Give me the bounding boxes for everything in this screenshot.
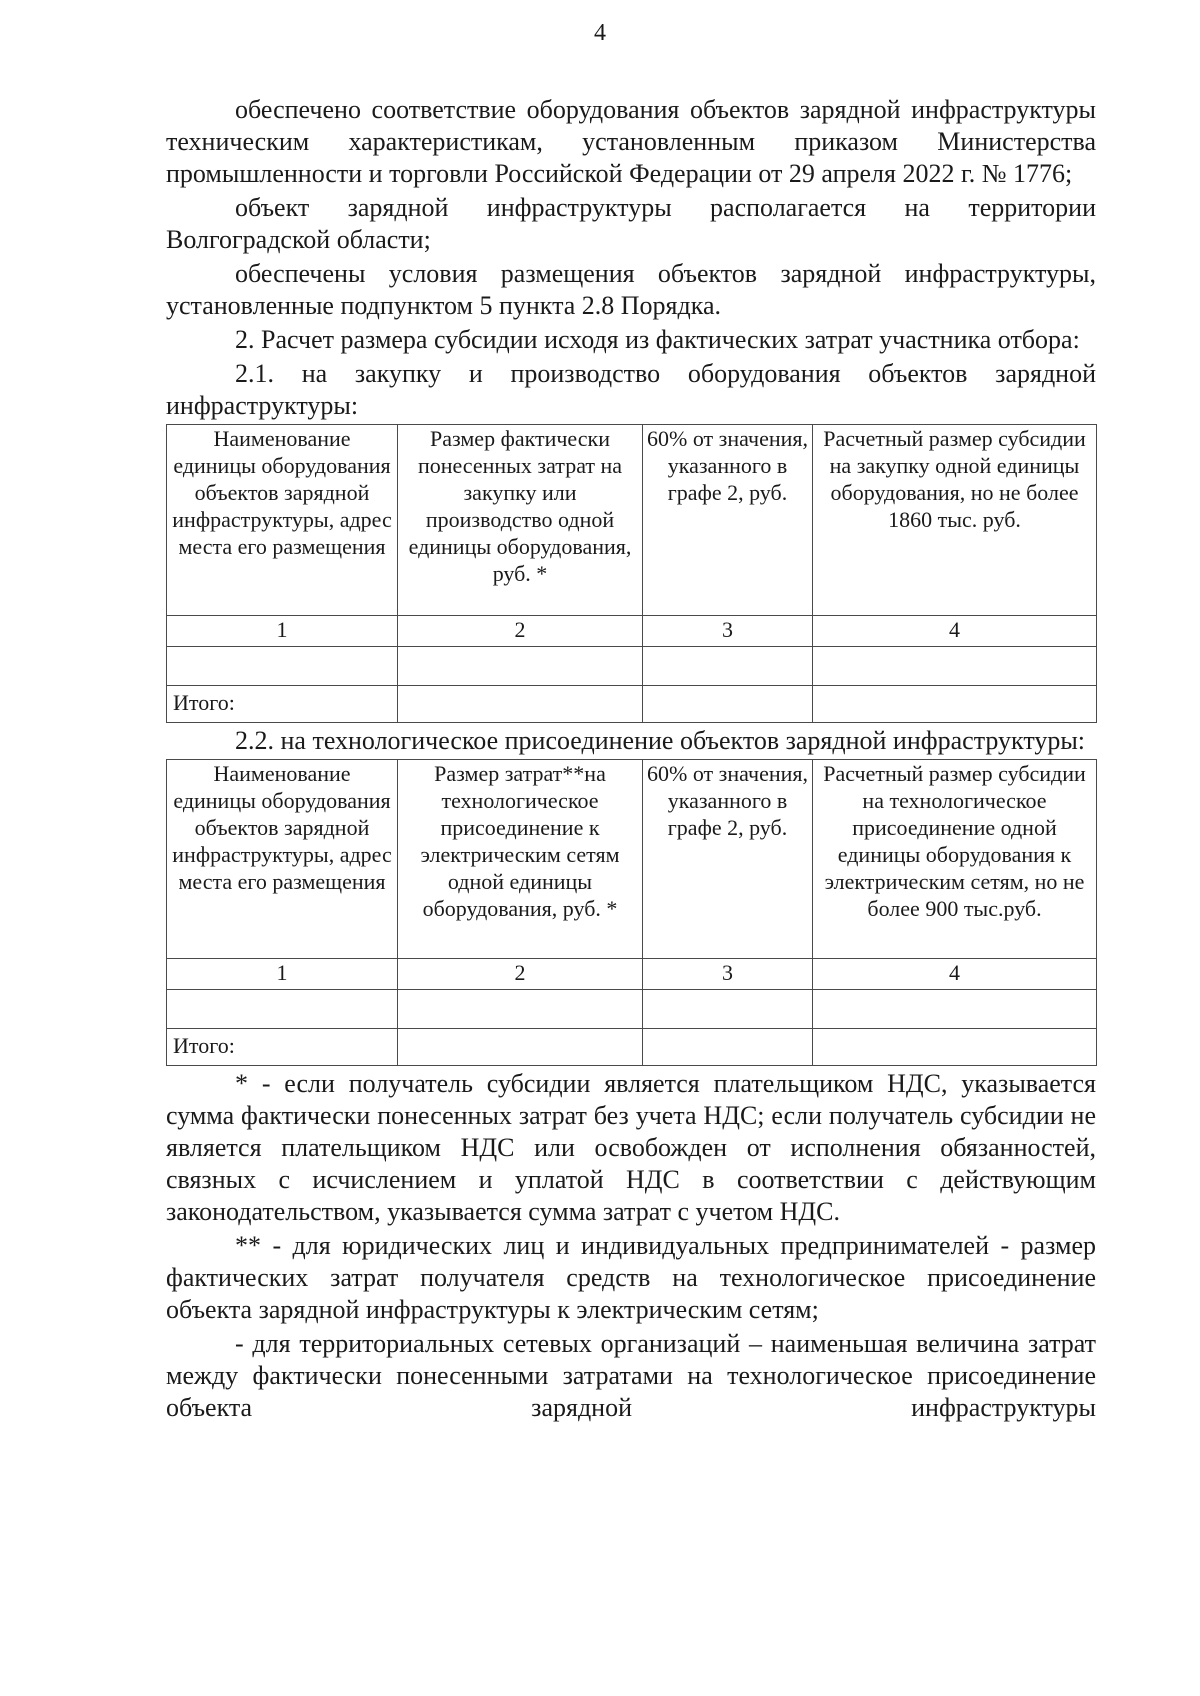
empty-cell — [398, 1029, 643, 1066]
table-purchase-production — [166, 424, 1097, 723]
paragraph-equipment-compliance: обеспечено соответствие оборудования объектов зарядной инфраструктуры техническим характеристикам, установленным приказом Министерства промышленности и торговли Российской Федерации от 29 апреля 2022 г. № 1776; — [166, 95, 1096, 188]
header-cell-4: Расчетный размер субсидии на закупку одной единицы оборудования, но не более 1860 тыс. руб. — [813, 425, 1097, 616]
empty-cell — [813, 1029, 1097, 1066]
empty-cell — [813, 990, 1097, 1029]
empty-cell — [167, 647, 398, 686]
header-cell-1: Наименование единицы оборудования объектов зарядной инфраструктуры, адрес места его размещения — [167, 760, 398, 959]
page-number: 4 — [594, 20, 606, 46]
empty-cell — [813, 647, 1097, 686]
paragraph-placement-conditions: обеспечены условия размещения объектов зарядной инфраструктуры, установленные подпунктом 5 пункта 2.8 Порядка. — [166, 259, 1096, 320]
section-2-2-heading: 2.2. на технологическое присоединение объектов зарядной инфраструктуры: — [235, 726, 1086, 755]
total-label: Итого: — [167, 1029, 398, 1066]
column-number: 4 — [813, 616, 1097, 647]
empty-cell — [398, 647, 643, 686]
empty-cell — [643, 647, 813, 686]
column-number: 3 — [643, 959, 813, 990]
column-number-row — [167, 616, 1097, 647]
empty-cell — [398, 686, 643, 723]
header-cell-1: Наименование единицы оборудования объектов зарядной инфраструктуры, адрес места его размещения — [167, 425, 398, 616]
header-cell-2: Размер фактически понесенных затрат на закупку или производство одной единицы оборудования, руб. * — [398, 425, 643, 616]
footnote-legal-entities: ** - для юридических лиц и индивидуальных предпринимателей - размер фактических затрат получателя средств на технологическое присоединение объекта зарядной инфраструктуры к электрическим сетям; — [166, 1231, 1096, 1324]
header-cell-2: Размер затрат**на технологическое присоединение к электрическим сетям одной единицы оборудования, руб. * — [398, 760, 643, 959]
empty-cell — [398, 990, 643, 1029]
document-body — [166, 94, 1096, 1426]
footnote-grid-organizations: - для территориальных сетевых организаций – наименьшая величина затрат между фактически понесенными затратами на технологическое присоединение объекта зарядной инфраструктуры — [166, 1329, 1096, 1422]
empty-cell — [167, 990, 398, 1029]
table-header-row — [167, 425, 1097, 616]
column-number-row — [167, 959, 1097, 990]
empty-cell — [643, 1029, 813, 1066]
paragraph-calculation-intro: 2. Расчет размера субсидии исходя из фактических затрат участника отбора: — [235, 325, 1080, 354]
empty-data-row — [167, 647, 1097, 686]
total-label: Итого: — [167, 686, 398, 723]
column-number: 1 — [167, 616, 398, 647]
table-header-row — [167, 760, 1097, 959]
column-number: 3 — [643, 616, 813, 647]
column-number: 2 — [398, 959, 643, 990]
header-cell-3: 60% от значения, указанного в графе 2, руб. — [643, 425, 813, 616]
column-number: 4 — [813, 959, 1097, 990]
header-cell-4: Расчетный размер субсидии на технологическое присоединение одной единицы оборудования к электрическим сетям, но не более 900 тыс.руб. — [813, 760, 1097, 959]
paragraph-location: объект зарядной инфраструктуры располагается на территории Волгоградской области; — [166, 193, 1096, 254]
table-grid-connection — [166, 759, 1097, 1066]
empty-data-row — [167, 990, 1097, 1029]
footnote-vat: * - если получатель субсидии является плательщиком НДС, указывается сумма фактически понесенных затрат без учета НДС; если получатель субсидии не является плательщиком НДС или освобожден от исполнения обязанностей, связных с исчислением и уплатой НДС в соответствии с действующим законодательством, указывается сумма затрат с учетом НДС. — [166, 1069, 1096, 1226]
section-2-1-heading: 2.1. на закупку и производство оборудования объектов зарядной инфраструктуры: — [166, 359, 1096, 420]
total-row — [167, 1029, 1097, 1066]
header-cell-3: 60% от значения, указанного в графе 2, руб. — [643, 760, 813, 959]
column-number: 2 — [398, 616, 643, 647]
empty-cell — [643, 990, 813, 1029]
total-row — [167, 686, 1097, 723]
empty-cell — [643, 686, 813, 723]
empty-cell — [813, 686, 1097, 723]
column-number: 1 — [167, 959, 398, 990]
